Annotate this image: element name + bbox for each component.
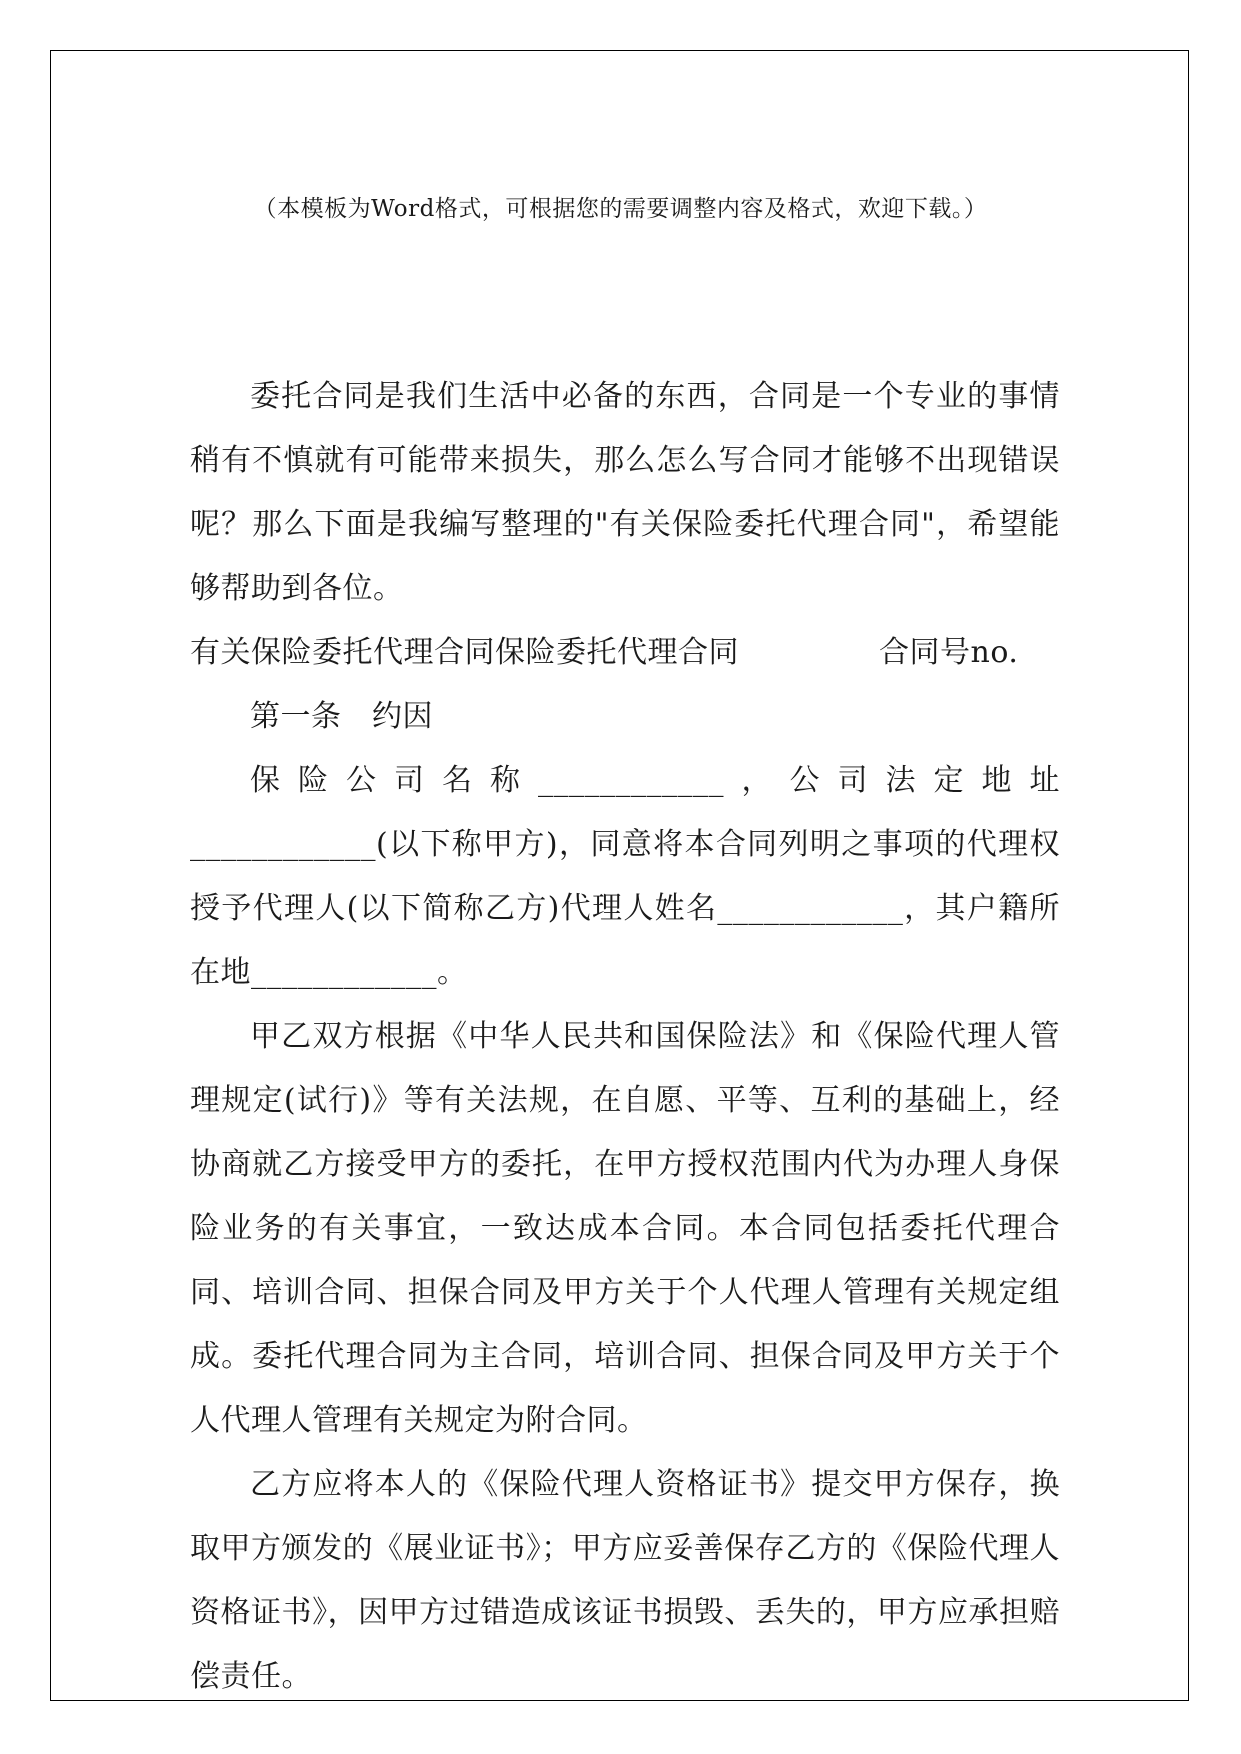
- contract-title: 有关保险委托代理合同保险委托代理合同: [190, 635, 739, 670]
- document-body: [190, 365, 1060, 1709]
- intro-paragraph: 委托合同是我们生活中必备的东西，合同是一个专业的事情稍有不慎就有可能带来损失，那么怎么写合同才能够不出现错误呢？那么下面是我编写整理的"有关保险委托代理合同"，希望能够帮助到各位。: [190, 379, 1060, 606]
- template-note: （本模板为Word格式，可根据您的需要调整内容及格式，欢迎下载。）: [253, 196, 988, 222]
- contract-number-label: 合同号no.: [879, 635, 1019, 670]
- certificate-paragraph: 乙方应将本人的《保险代理人资格证书》提交甲方保存，换取甲方颁发的《展业证书》；甲方应妥善保存乙方的《保险代理人资格证书》，因甲方过错造成该证书损毁、丢失的，甲方应承担赔偿责任。: [190, 1467, 1060, 1694]
- contract-title-line: [190, 621, 1060, 685]
- article-1-heading: 第一条 约因: [250, 699, 433, 734]
- basis-paragraph: 甲乙双方根据《中华人民共和国保险法》和《保险代理人管理规定(试行)》等有关法规，在自愿、平等、互利的基础上，经协商就乙方接受甲方的委托，在甲方授权范围内代为办理人身保险业务的有关事宜，一致达成本合同。本合同包括委托代理合同、培训合同、担保合同及甲方关于个人代理人管理有关规定组成。委托代理合同为主合同，培训合同、担保合同及甲方关于个人代理人管理有关规定为附合同。: [190, 1019, 1060, 1438]
- parties-paragraph: 保险公司名称____________，公司法定地址____________(以下称甲方)，同意将本合同列明之事项的代理权授予代理人(以下简称乙方)代理人姓名____________，其户籍所在地____________。: [190, 763, 1060, 990]
